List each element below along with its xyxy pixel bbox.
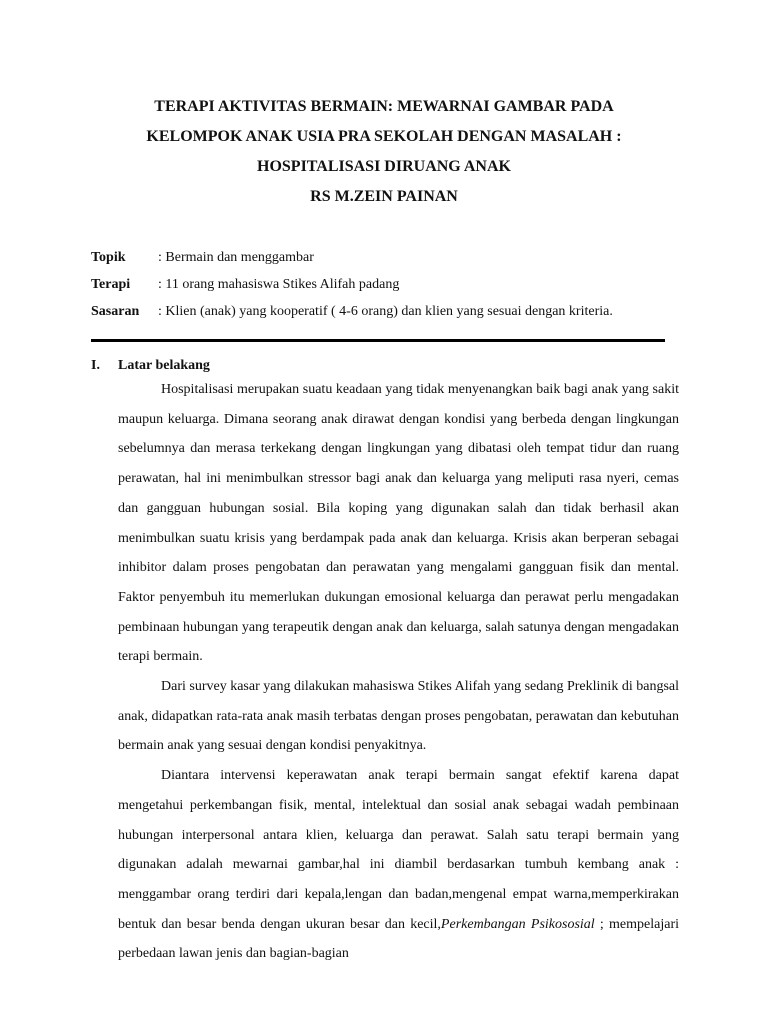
meta-value-terapi: : 11 orang mahasiswa Stikes Alifah padang	[158, 277, 400, 292]
document-title	[90, 92, 678, 212]
meta-row-topik	[91, 248, 681, 275]
meta-block	[91, 248, 681, 329]
meta-row-sasaran	[91, 302, 681, 329]
title-line-3: HOSPITALISASI DIRUANG ANAK	[257, 158, 511, 175]
title-line-4: RS M.ZEIN PAINAN	[310, 188, 458, 205]
section-number: I.	[91, 358, 100, 373]
paragraph-3-italic-term: Perkembangan Psikososial	[440, 916, 595, 932]
paragraph-1: Hospitalisasi merupakan suatu keadaan yang tidak menyenangkan baik bagi anak yang sakit maupun keluarga. Dimana seorang anak dirawat dengan kondisi yang berbeda dengan lingkungan sebelumnya dan merasa terkekang dengan lingkungan yang dibatasi oleh tempat tidur dan ruang perawatan, hal ini menimbulkan stressor bagi anak dan keluarga yang meliputi rasa nyeri, cemas dan gangguan hubungan sosial. Bila koping yang digunakan salah dan tidak berhasil akan menimbulkan suatu krisis yang berdampak pada anak dan keluarga. Krisis akan berperan sebagai inhibitor dalam proses pengobatan dan perawatan yang mengalami gangguan fisik dan mental. Faktor penyembuh itu memerlukan dukungan emosional keluarga dan perawat perlu mengadakan pembinaan hubungan yang terapeutik dengan anak dan keluarga, salah satunya dengan mengadakan terapi bermain.	[118, 382, 679, 665]
body-text	[118, 375, 679, 969]
paragraph-2: Dari survey kasar yang dilakukan mahasiswa Stikes Alifah yang sedang Preklinik di bangsal anak, didapatkan rata-rata anak masih terbatas dengan proses pengobatan, perawatan dan kebutuhan bermain anak yang sesuai dengan kondisi penyakitnya.	[118, 679, 679, 754]
meta-label-sasaran: Sasaran	[91, 304, 140, 319]
title-line-1: TERAPI AKTIVITAS BERMAIN: MEWARNAI GAMBAR PADA	[154, 98, 614, 115]
title-line-2: KELOMPOK ANAK USIA PRA SEKOLAH DENGAN MASALAH :	[146, 128, 622, 145]
paragraph-3-text-end: ; mempelajari perbedaan lawan jenis dan bagian-bagian	[118, 916, 680, 962]
meta-label-terapi: Terapi	[91, 277, 131, 292]
horizontal-divider	[91, 339, 665, 342]
meta-value-topik: : Bermain dan menggambar	[158, 250, 314, 265]
meta-label-topik: Topik	[91, 250, 126, 265]
section-title: Latar belakang	[118, 358, 210, 373]
paragraph-3-text-start: Diantara intervensi keperawatan anak terapi bermain sangat efektif karena dapat mengetahui perkembangan fisik, mental, intelektual dan sosial anak sebagai wadah pembinaan hubungan interpersonal antara klien, keluarga dan perawat. Salah satu terapi bermain yang digunakan adalah mewarnai gambar,hal ini diambil berdasarkan tumbuh kembang anak : menggambar orang terdiri dari kepala,lengan dan badan,mengenal empat warna,memperkirakan bentuk dan besar benda dengan ukuran besar dan kecil,	[118, 768, 679, 932]
paragraph-3	[118, 761, 679, 969]
meta-row-terapi	[91, 275, 681, 302]
meta-value-sasaran: : Klien (anak) yang kooperatif ( 4-6 orang) dan klien yang sesuai dengan kriteria.	[158, 304, 613, 319]
